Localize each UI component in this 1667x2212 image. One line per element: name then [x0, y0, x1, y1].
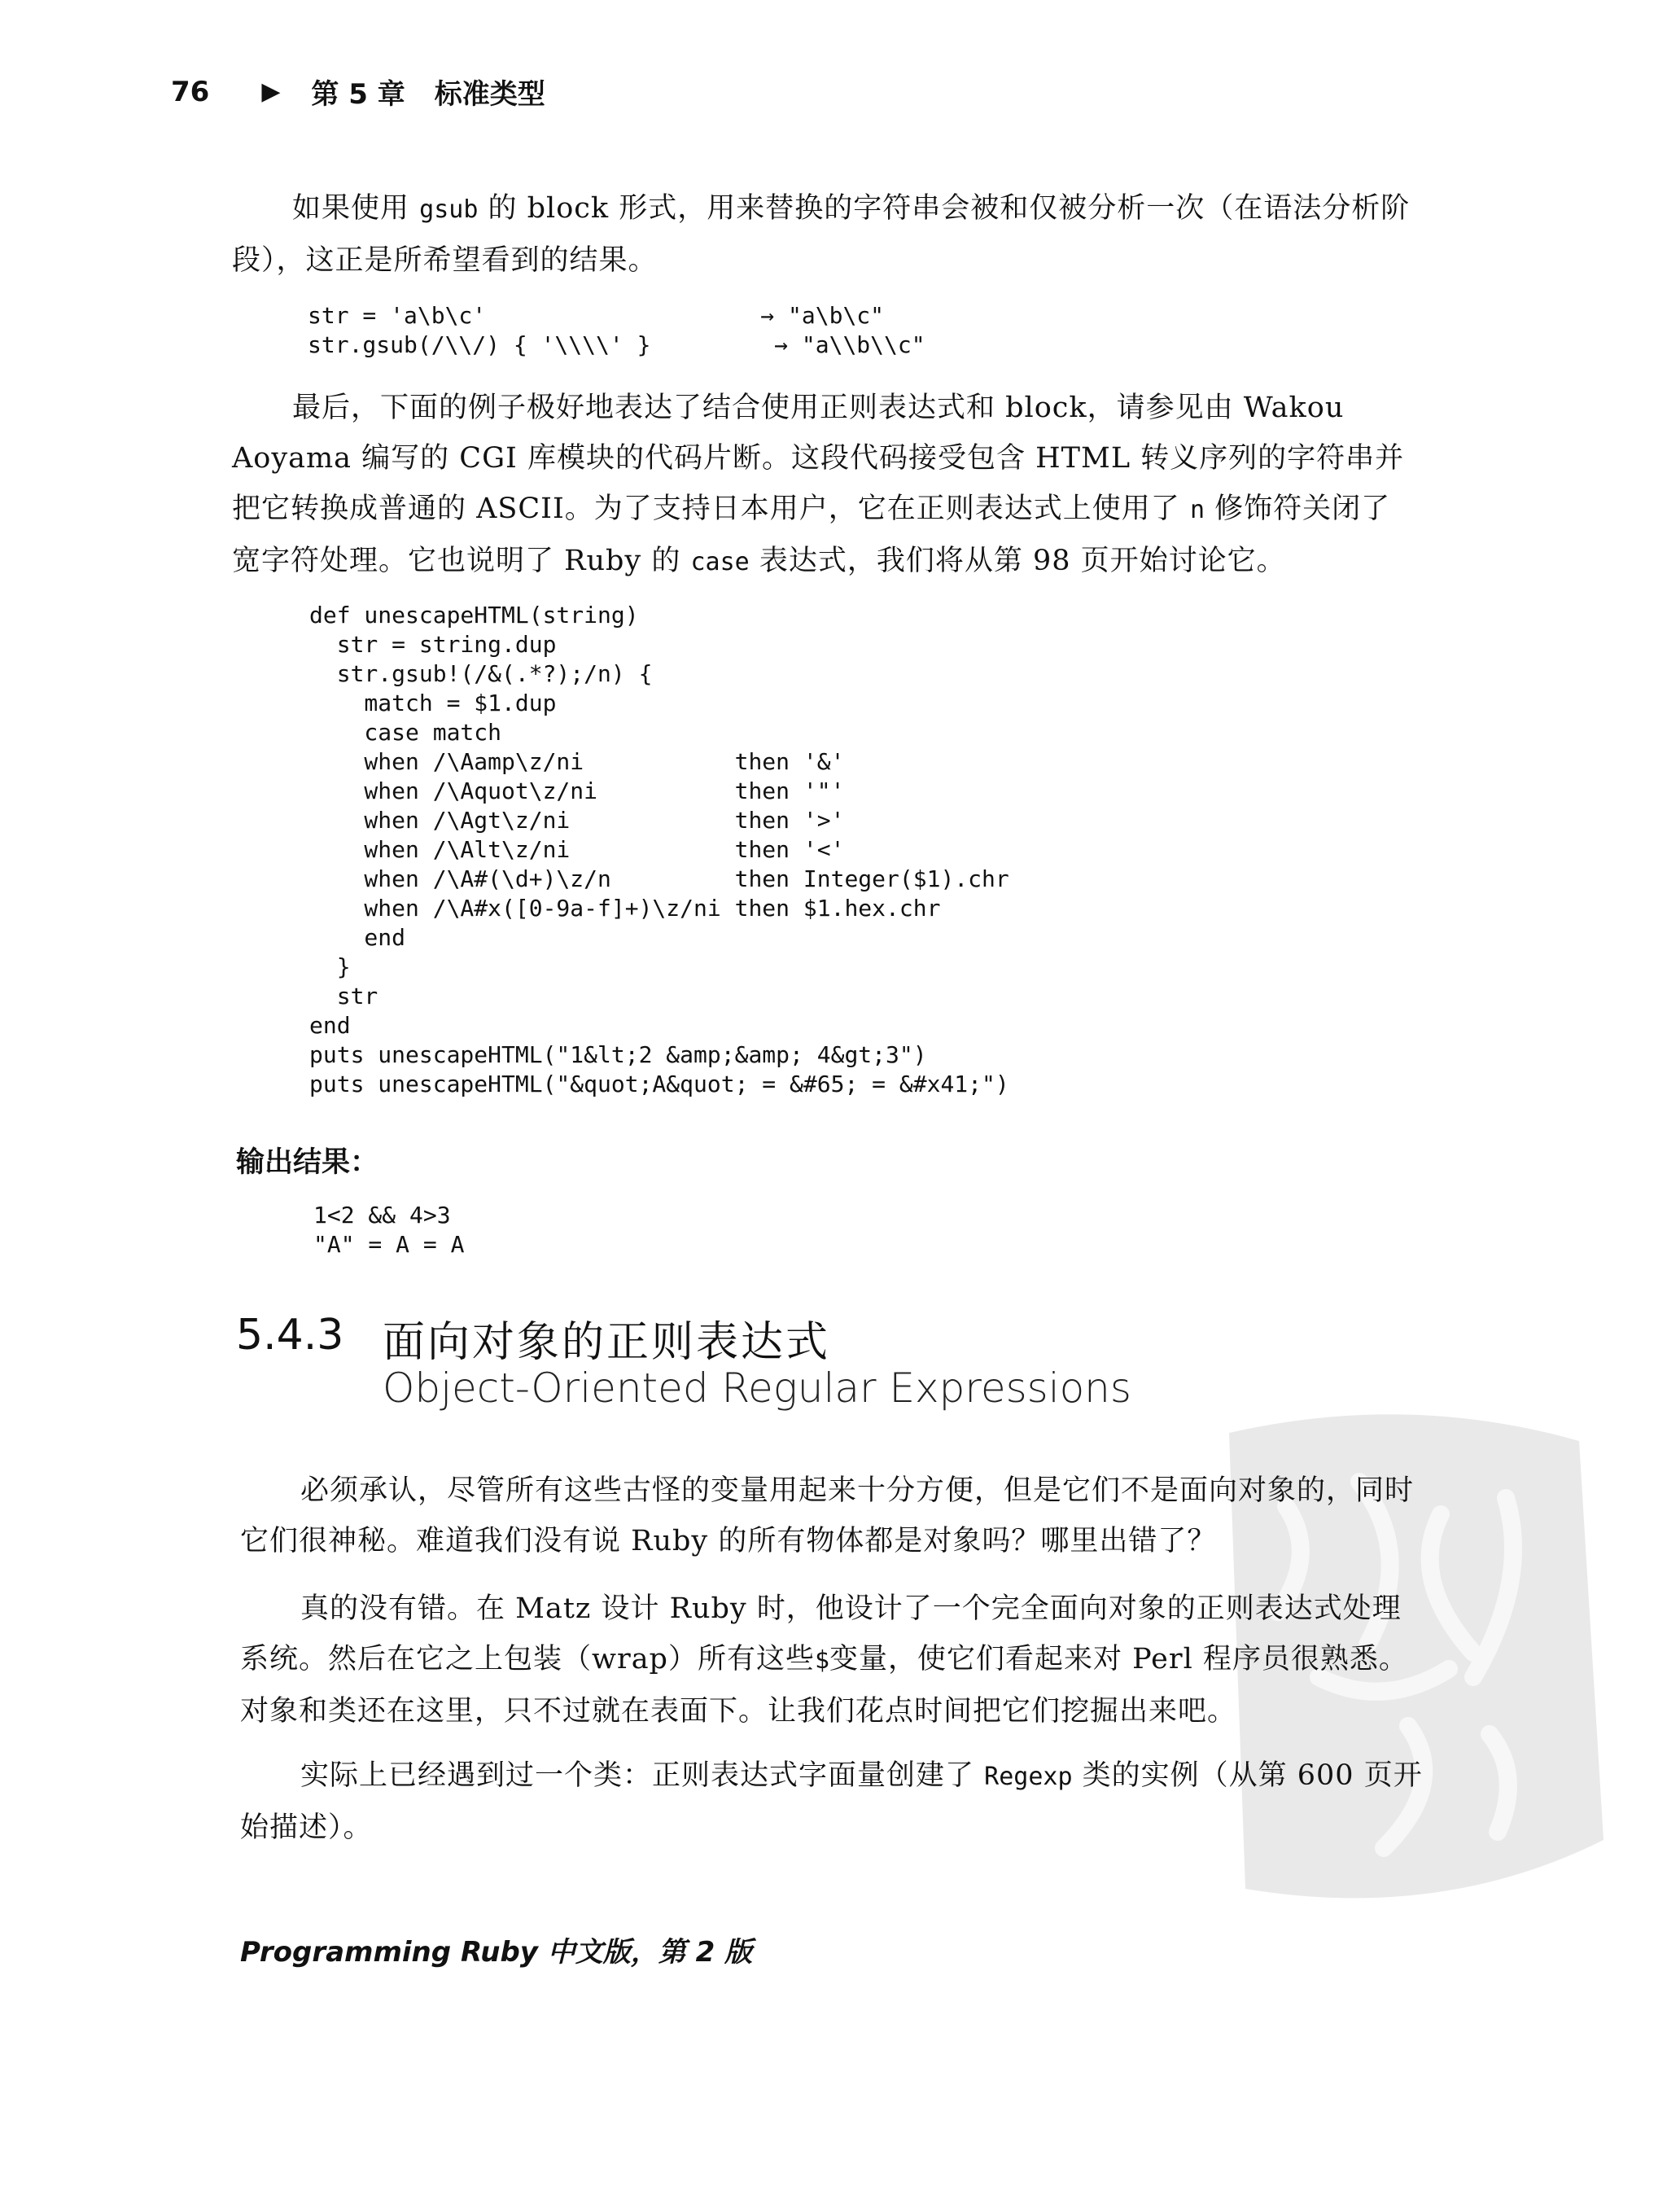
page-number: 76 [171, 75, 210, 108]
output-label: 输出结果： [236, 1145, 379, 1179]
page-header [171, 72, 545, 112]
inline-code: gsub [419, 195, 479, 224]
section-number: 5.4.3 [236, 1311, 344, 1360]
paragraph-matz: 真的没有错。在 Matz 设计 Ruby 时，他设计了一个完全面向对象的正则表达式处理系统。然后在它之上包装（wrap）所有这些$变量，使它们看起来对 Perl 程序员很熟悉。对象和类还在这里，只不过就在表面下。让我们花点时间把它们挖掘出来吧。 [240, 1592, 1408, 1728]
inline-code: case [690, 548, 750, 576]
chapter-label: 第 5 章 [311, 78, 405, 111]
code-block-gsub: str = 'a\b\c' → "a\b\c" str.gsub(/\\/) { '\\\\' } → "a\\b\\c" [308, 302, 925, 358]
arrow-icon: ▶ [261, 77, 281, 106]
inline-code: n [1189, 496, 1205, 524]
paragraph-regexp: 实际上已经遇到过一个类：正则表达式字面量创建了 Regexp 类的实例（从第 600 页开始描述）。 [240, 1759, 1423, 1844]
inline-code: Regexp [984, 1763, 1073, 1791]
section-title: 面向对象的正则表达式 [383, 1318, 831, 1367]
code-block-unescape: def unescapeHTML(string) str = string.dup str.gsub!(/&(.*?);/n) { match = $1.dup case match when /\Aamp\z/ni then '&' when /\Aquot\z/ni then '"' when /\Agt\z/ni then '>' when /\Alt\z/ni then '<' when /\A#(\d+)\z/n then Integer($1).chr when /\A#x([0-9a-f]+)\z/ni then $1.hex.chr end } str end puts unescapeHTML("1&lt;2 &amp;&amp; 4&gt;3") puts unescapeHTML("&quot;A&quot; = &#65; = &#x41;") [309, 602, 1009, 1097]
paragraph-intro: 如果使用 gsub 的 block 形式，用来替换的字符串会被和仅被分析一次（在语法分析阶段），这正是所希望看到的结果。 [232, 192, 1411, 277]
section-title-english: Object-Oriented Regular Expressions [383, 1364, 1131, 1412]
code-block-output: 1<2 && 4>3 "A" = A = A [313, 1202, 465, 1258]
paragraph-admit: 必须承认，尽管所有这些古怪的变量用起来十分方便，但是它们不是面向对象的，同时它们很神秘。难道我们没有说 Ruby 的所有物体都是对象吗？哪里出错了？ [240, 1474, 1415, 1557]
book-footer: Programming Ruby 中文版，第 2 版 [240, 1936, 753, 1969]
inline-code: $ [814, 1646, 830, 1675]
chapter-title: 标准类型 [434, 78, 545, 111]
paragraph-cgi: 最后，下面的例子极好地表达了结合使用正则表达式和 block，请参见由 Wakou Aoyama 编写的 CGI 库模块的代码片断。这段代码接受包含 HTML 转义序列的字符串并把它转换成普通的 ASCII。为了支持日本用户，它在正则表达式上使用了 n 修饰符关闭了宽字符处理。它也说明了 Ruby 的 case 表达式，我们将从第 98 页开始讨论它。 [232, 392, 1405, 577]
